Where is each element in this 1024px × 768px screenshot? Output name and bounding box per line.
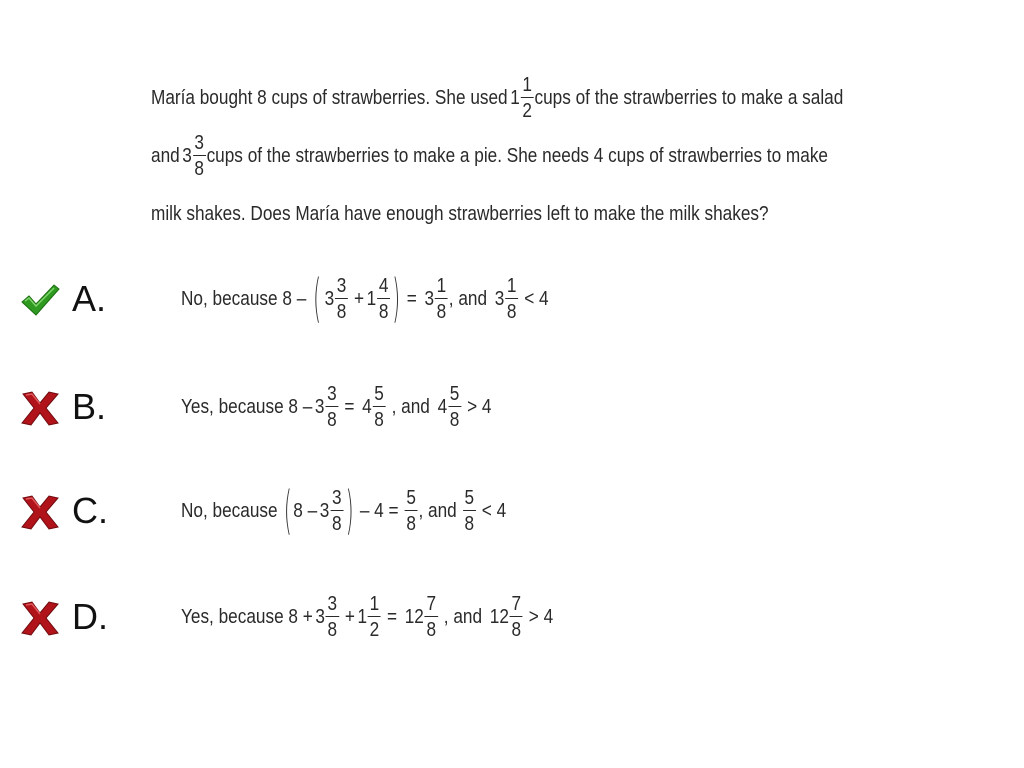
fraction-denominator: 8 xyxy=(374,409,384,431)
fraction xyxy=(373,384,386,430)
answer-option-c[interactable] xyxy=(0,476,1024,546)
expression-text: No, because 8 – xyxy=(181,287,307,310)
mixed-number-whole: 3 xyxy=(494,287,505,310)
fraction-numerator: 1 xyxy=(522,74,532,96)
fraction xyxy=(325,384,338,430)
mixed-number-whole: 12 xyxy=(404,605,424,628)
fraction xyxy=(435,276,448,322)
x-mark-icon xyxy=(20,390,60,426)
fraction xyxy=(425,594,438,640)
fraction-numerator: 1 xyxy=(369,593,380,615)
fraction-numerator: 3 xyxy=(336,275,347,297)
fraction-numerator: 3 xyxy=(327,593,338,615)
option-expression xyxy=(181,476,506,546)
mixed-number-whole: 4 xyxy=(437,395,448,418)
fraction xyxy=(377,276,390,322)
fraction xyxy=(335,276,348,322)
fraction-denominator: 8 xyxy=(506,301,517,323)
fraction-denominator: 8 xyxy=(336,301,347,323)
fraction-numerator: 5 xyxy=(374,383,384,405)
fraction xyxy=(448,384,461,430)
expression-text: No, because xyxy=(181,499,278,522)
option-letter: A. xyxy=(72,278,107,319)
fraction-denominator: 8 xyxy=(194,158,204,180)
mixed-number-whole: 1 xyxy=(510,86,520,109)
fraction xyxy=(326,594,339,640)
mixed-number-whole: 3 xyxy=(314,395,325,418)
expression-text: < 4 xyxy=(481,499,507,522)
fraction xyxy=(510,594,523,640)
mixed-number-whole: 4 xyxy=(362,395,372,418)
expression-text: > 4 xyxy=(528,605,554,628)
x-mark-icon xyxy=(20,494,60,530)
answer-option-d[interactable] xyxy=(0,582,1024,652)
checkmark-icon xyxy=(20,282,60,318)
option-letter: D. xyxy=(72,596,108,637)
option-letter: C. xyxy=(72,490,108,531)
fraction-numerator: 1 xyxy=(506,275,517,297)
fraction-denominator: 8 xyxy=(436,301,447,323)
fraction-numerator: 3 xyxy=(194,132,204,154)
expression-text: = xyxy=(344,395,355,418)
expression-text: Yes, because 8 – xyxy=(181,395,313,418)
fraction-numerator: 3 xyxy=(327,383,337,405)
expression-text: – 4 = xyxy=(359,499,399,522)
mixed-number-whole: 1 xyxy=(357,605,368,628)
mixed-number-whole: 1 xyxy=(366,287,377,310)
mixed-number-whole: 3 xyxy=(424,287,435,310)
option-expression xyxy=(181,372,491,442)
fraction-denominator: 2 xyxy=(522,100,532,122)
option-expression xyxy=(181,264,549,334)
x-mark-icon xyxy=(20,600,60,636)
question-text-segment: María bought 8 cups of strawberries. She used xyxy=(151,86,508,109)
mixed-number-whole: 3 xyxy=(182,144,192,167)
left-paren: ( xyxy=(312,269,321,329)
fraction-denominator: 8 xyxy=(449,409,460,431)
fraction-denominator: 8 xyxy=(464,513,475,535)
right-paren: ) xyxy=(392,269,401,329)
fraction-numerator: 5 xyxy=(406,487,416,509)
fraction-numerator: 5 xyxy=(464,487,475,509)
answer-option-a[interactable] xyxy=(0,264,1024,334)
fraction-numerator: 3 xyxy=(331,487,342,509)
expression-text: , and xyxy=(448,287,488,310)
expression-text: = xyxy=(386,605,397,628)
fraction-numerator: 7 xyxy=(426,593,437,615)
question-text-segment: milk shakes. Does María have enough strawberries left to make the milk shakes? xyxy=(151,202,769,225)
right-paren: ) xyxy=(345,481,354,541)
fraction-denominator: 8 xyxy=(327,409,337,431)
fraction-denominator: 8 xyxy=(378,301,389,323)
left-paren: ( xyxy=(284,481,292,541)
answer-option-b[interactable] xyxy=(0,372,1024,442)
expression-text: > 4 xyxy=(467,395,492,418)
expression-text: + xyxy=(354,287,365,310)
expression-text: + xyxy=(344,605,355,628)
fraction-denominator: 8 xyxy=(511,619,522,641)
fraction-numerator: 7 xyxy=(511,593,522,615)
fraction xyxy=(505,276,518,322)
mixed-number-whole: 3 xyxy=(319,499,330,522)
expression-text: = xyxy=(406,287,417,310)
fraction xyxy=(368,594,381,640)
mixed-number-whole: 3 xyxy=(315,605,325,628)
question-text-segment: and xyxy=(151,144,180,167)
fraction-denominator: 8 xyxy=(406,513,416,535)
fraction-numerator: 4 xyxy=(378,275,389,297)
fraction-numerator: 1 xyxy=(436,275,447,297)
fraction xyxy=(405,488,418,534)
expression-text: , and xyxy=(418,499,457,522)
expression-text: < 4 xyxy=(524,287,549,310)
question-text-segment: cups of the strawberries to make a salad xyxy=(534,86,844,109)
fraction-denominator: 8 xyxy=(426,619,437,641)
fraction xyxy=(463,488,476,534)
fraction-denominator: 2 xyxy=(369,619,380,641)
fraction-denominator: 8 xyxy=(331,513,342,535)
mixed-number-whole: 3 xyxy=(324,287,335,310)
mixed-number-whole: 12 xyxy=(489,605,509,628)
fraction xyxy=(330,488,343,534)
fraction-denominator: 8 xyxy=(327,619,338,641)
expression-text: 8 – xyxy=(293,499,318,522)
option-expression xyxy=(181,582,553,652)
expression-text: , and xyxy=(443,605,483,628)
question-text-segment: cups of the strawberries to make a pie. She needs 4 cups of strawberries to make xyxy=(206,144,828,167)
fraction-numerator: 5 xyxy=(449,383,460,405)
expression-text: Yes, because 8 + xyxy=(181,605,313,628)
expression-text: , and xyxy=(391,395,430,418)
option-letter: B. xyxy=(72,386,107,427)
